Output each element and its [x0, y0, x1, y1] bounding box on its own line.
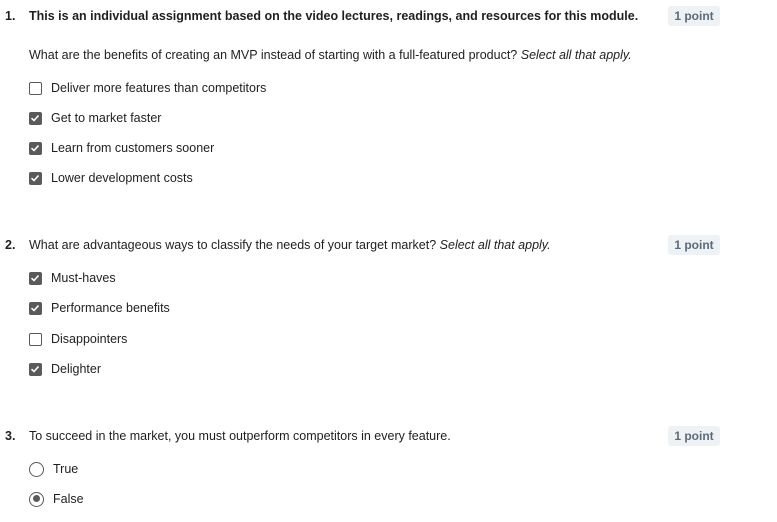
option-label: Performance benefits: [51, 301, 170, 315]
option-delighter[interactable]: [29, 360, 101, 378]
question-prompt: What are advantageous ways to classify the needs of your target market? Select all that apply.: [29, 238, 551, 252]
question-number: 2.: [5, 238, 16, 252]
option-label: Must-haves: [51, 271, 116, 285]
option-must-haves[interactable]: [29, 269, 116, 287]
checkbox-checked[interactable]: [29, 142, 42, 155]
option-performance-benefits[interactable]: [29, 299, 170, 317]
option-label: Get to market faster: [51, 111, 162, 125]
checkbox-checked[interactable]: [29, 363, 42, 376]
checkbox-unchecked[interactable]: [29, 82, 42, 95]
option-true[interactable]: [29, 460, 78, 478]
option-label: Lower development costs: [51, 171, 193, 185]
option-label: False: [53, 492, 84, 506]
question-prompt: What are the benefits of creating an MVP instead of starting with a full-featured product? Select all that apply.: [29, 48, 632, 62]
question-instruction: Select all that apply.: [439, 238, 551, 252]
question-number: 1.: [5, 9, 16, 23]
option-lower-development-costs[interactable]: [29, 169, 193, 187]
option-false[interactable]: [29, 490, 84, 508]
option-label: Delighter: [51, 362, 102, 376]
checkbox-unchecked[interactable]: [29, 333, 42, 346]
points-badge: 1 point: [668, 426, 720, 446]
option-disappointers[interactable]: [29, 330, 127, 348]
points-badge: 1 point: [668, 235, 720, 255]
radio-unselected[interactable]: [29, 462, 44, 477]
question-number: 3.: [5, 429, 16, 443]
option-label: Deliver more features than competitors: [51, 81, 267, 95]
radio-selected[interactable]: [29, 492, 44, 507]
checkbox-checked[interactable]: [29, 272, 42, 285]
question-instruction: Select all that apply.: [520, 48, 632, 62]
option-label: True: [53, 462, 79, 476]
checkbox-checked[interactable]: [29, 112, 42, 125]
points-badge: 1 point: [668, 6, 720, 26]
option-get-to-market-faster[interactable]: [29, 109, 161, 127]
option-label: Learn from customers sooner: [51, 141, 215, 155]
question-title: This is an individual assignment based on the video lectures, readings, and resources for this module.: [29, 9, 639, 23]
option-learn-from-customers[interactable]: [29, 139, 214, 157]
question-prompt: To succeed in the market, you must outperform competitors in every feature.: [29, 429, 451, 443]
checkbox-checked[interactable]: [29, 302, 42, 315]
checkbox-checked[interactable]: [29, 172, 42, 185]
option-deliver-more-features[interactable]: [29, 79, 266, 97]
option-label: Disappointers: [51, 332, 128, 346]
